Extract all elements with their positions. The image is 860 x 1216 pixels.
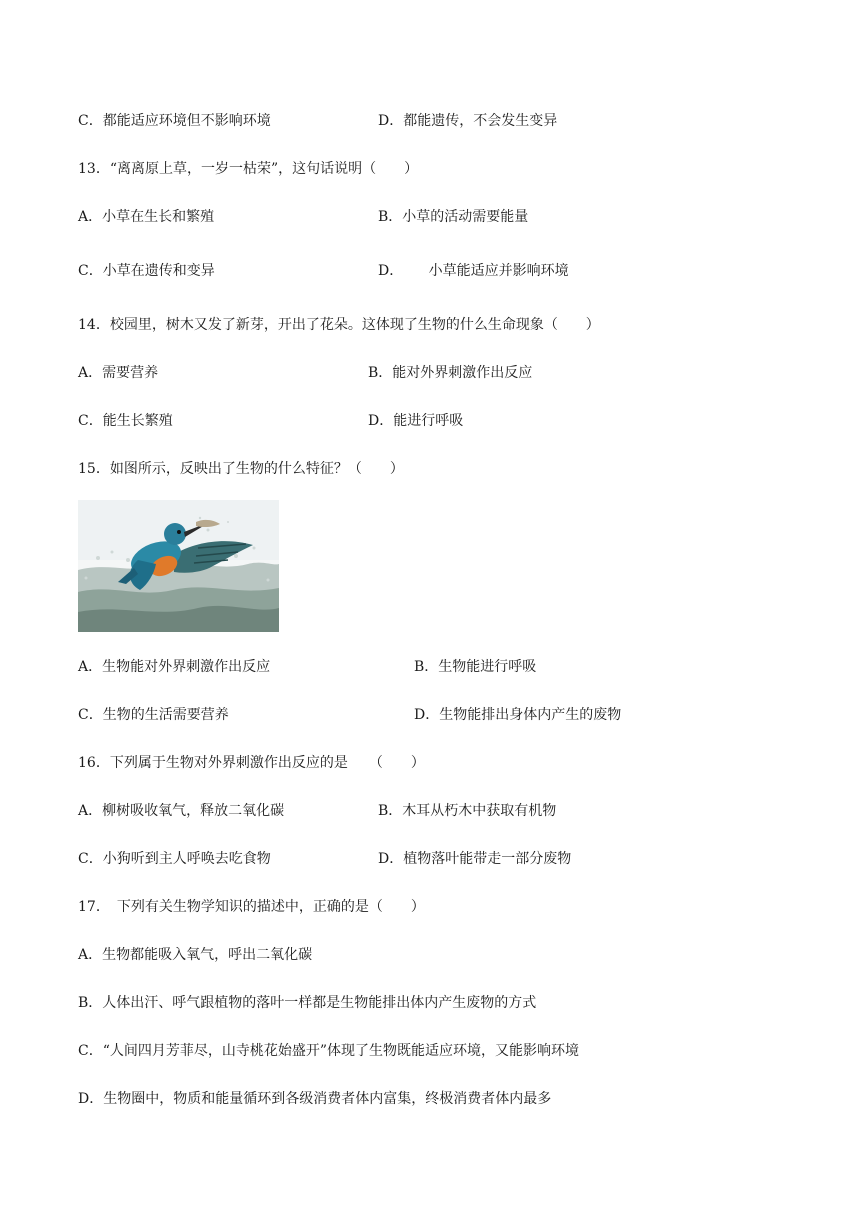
- q14-option-d: D．能进行呼吸: [368, 413, 464, 429]
- q14-option-b: B．能对外界刺激作出反应: [368, 365, 533, 381]
- q15-option-b: B．生物能进行呼吸: [414, 659, 537, 675]
- q12-option-d: D．都能遗传，不会发生变异: [378, 113, 558, 129]
- q14-stem: 14．校园里，树木又发了新芽，开出了花朵。这体现了生物的什么生命现象（ ）: [78, 317, 600, 333]
- q14-option-c: C．能生长繁殖: [78, 413, 173, 429]
- q17-stem: 17． 下列有关生物学知识的描述中，正确的是（ ）: [78, 899, 425, 915]
- q13-option-c: C．小草在遗传和变异: [78, 263, 215, 279]
- q16-option-d: D．植物落叶能带走一部分废物: [378, 851, 572, 867]
- q17-option-b: B．人体出汗、呼气跟植物的落叶一样都是生物能排出体内产生废物的方式: [78, 995, 537, 1011]
- q15-stem: 15．如图所示，反映出了生物的什么特征？（ ）: [78, 461, 404, 477]
- q16-option-b: B．木耳从朽木中获取有机物: [378, 803, 557, 819]
- q16-option-a: A．柳树吸收氧气，释放二氧化碳: [78, 803, 285, 819]
- q15-option-c: C．生物的生活需要营养: [78, 707, 229, 723]
- q17-option-c: C．“人间四月芳菲尽，山寺桃花始盛开”体现了生物既能适应环境，又能影响环境: [78, 1043, 580, 1059]
- q12-option-c: C．都能适应环境但不影响环境: [78, 113, 271, 129]
- q17-option-a: A．生物都能吸入氧气，呼出二氧化碳: [78, 947, 313, 963]
- q14-option-a: A．需要营养: [78, 365, 159, 381]
- q13-option-a: A．小草在生长和繁殖: [78, 209, 215, 225]
- q16-stem: 16．下列属于生物对外界刺激作出反应的是 （ ）: [78, 755, 425, 771]
- q13-option-b: B．小草的活动需要能量: [378, 209, 529, 225]
- q13-stem: 13．“离离原上草，一岁一枯荣”，这句话说明（ ）: [78, 161, 419, 177]
- q17-option-d: D．生物圈中，物质和能量循环到各级消费者体内富集，终极消费者体内最多: [78, 1091, 552, 1107]
- q13-option-d: D． 小草能适应并影响环境: [378, 263, 569, 279]
- kingfisher-icon: [78, 500, 279, 632]
- kingfisher-figure: [78, 500, 279, 632]
- q15-option-d: D．生物能排出身体内产生的废物: [414, 707, 622, 723]
- q16-option-c: C．小狗听到主人呼唤去吃食物: [78, 851, 271, 867]
- q15-option-a: A．生物能对外界刺激作出反应: [78, 659, 271, 675]
